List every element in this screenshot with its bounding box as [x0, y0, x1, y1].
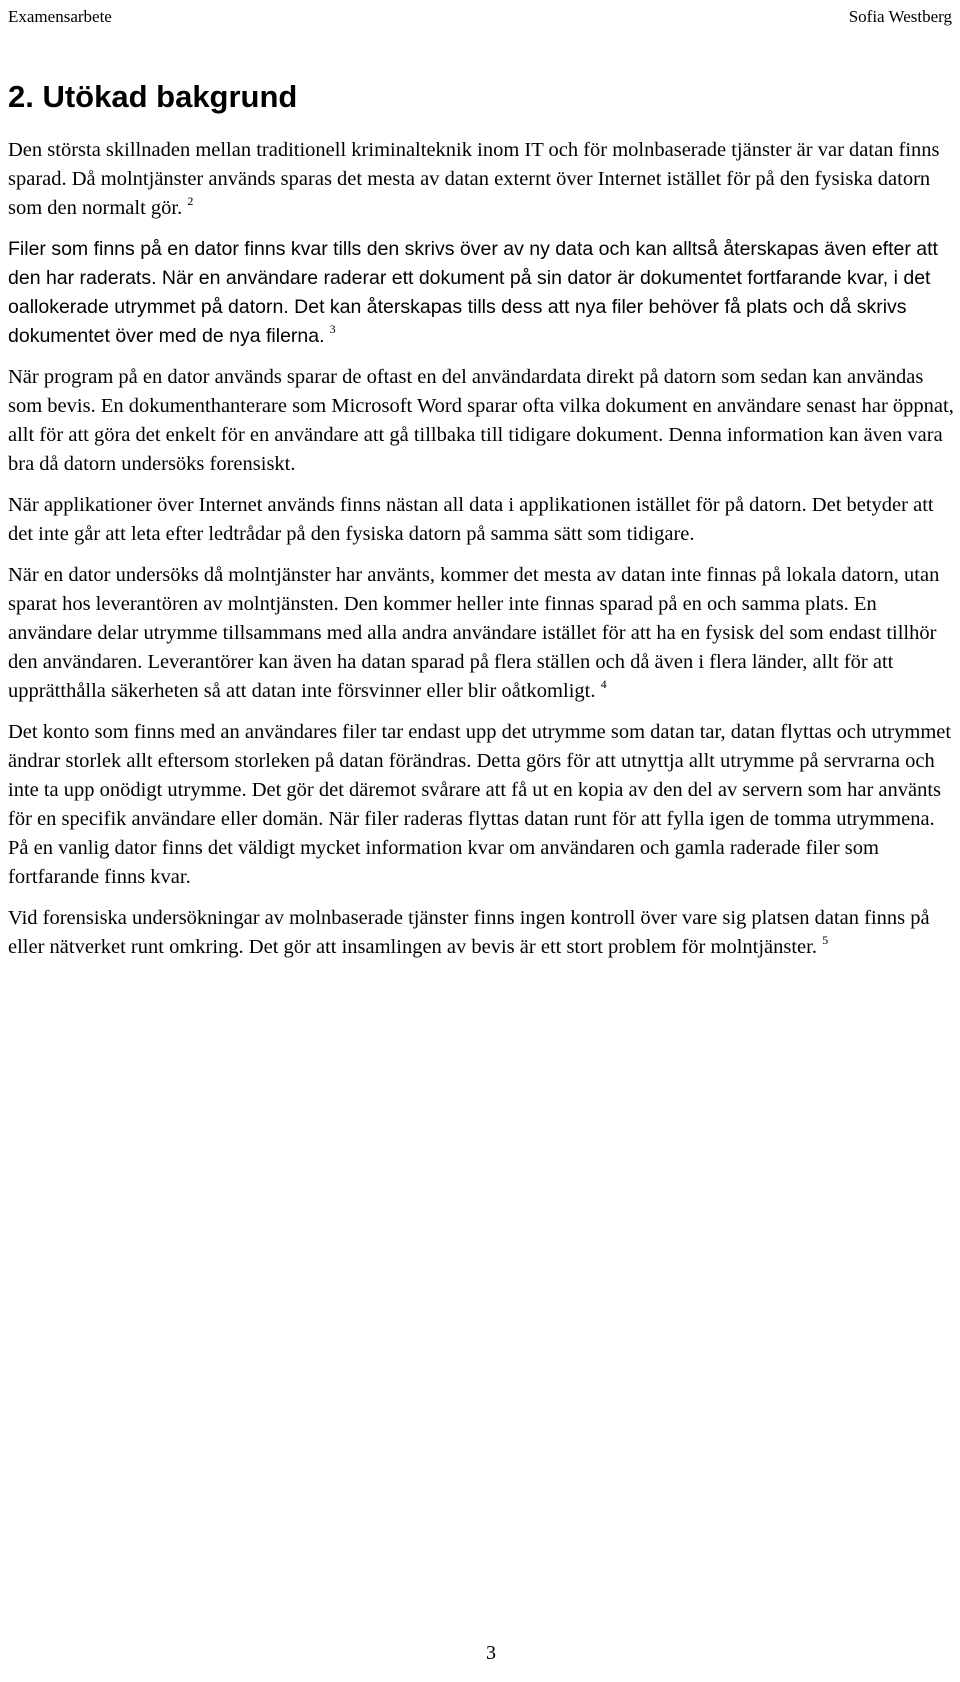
header-author: Sofia Westberg	[848, 7, 952, 26]
paragraph-1-text: Den största skillnaden mellan traditionell kriminalteknik inom IT och för molnbaserade tjänster är var datan finns sparad. Då molntjänster används sparas det mesta av datan externt över Internet istället för på den fysiska datorn som den normalt gör.	[8, 139, 940, 219]
paragraph-6: Det konto som finns med an användares filer tar endast upp det utrymme som datan tar, datan flyttas och utrymmet ändrar storlek allt eftersom storleken på datan förändras. Detta görs för att utnyttja allt utrymme på servrarna och inte ta upp onödigt utrymme. Det gör det däremot svårare att få ut en kopia av den del av servern som har använts för en specifik användare eller domän. När filer raderas flyttas datan runt för att fylla igen de tomma utrymmena. På en vanlig dator finns det väldigt mycket information kvar om användaren och gamla raderade filer som fortfarande finns kvar.	[8, 721, 952, 888]
paragraph-5-text: När en dator undersöks då molntjänster har använts, kommer det mesta av datan inte finnas på lokala datorn, utan sparat hos leverantören av molntjänsten. Den kommer heller inte finnas sparad på en och samma plats. En användare delar utrymme tillsammans med alla andra användare istället för att ha en fysisk del som endast tillhör den användaren. Leverantörer kan även ha datan sparad på flera ställen och då även i flera länder, allt för att upprätthålla säkerheten så att datan inte försvinner eller blir oåtkomligt.	[8, 564, 940, 702]
page-number: 3	[486, 1642, 496, 1664]
paragraph-2-lead: Filer som finns på en dator finns kvar tills den skrivs över av ny data och kan alltså återskapas även efter att den har raderats.	[8, 238, 938, 289]
header-document-type: Examensarbete	[8, 7, 112, 26]
paragraph-2	[8, 235, 954, 351]
paragraph-7-text: Vid forensiska undersökningar av molnbaserade tjänster finns ingen kontroll över vare sig platsen datan finns på eller nätverket runt omkring. Det gör att insamlingen av bevis är ett stort problem för molntjänster.	[8, 907, 930, 958]
footnote-ref-3: 3	[329, 322, 336, 336]
footnote-ref-5: 5	[822, 933, 829, 947]
paragraph-7	[8, 904, 954, 962]
footnote-ref-2: 2	[187, 194, 194, 208]
paragraph-2-text: När en användare raderar ett dokument på sin dator är dokumentet fortfarande kvar, i det oallokerade utrymmet på datorn. Det kan återskapas tills dess att nya filer behöver få plats och då skrivs dokumentet över med de nya filerna.	[8, 267, 931, 347]
paragraph-1	[8, 136, 954, 223]
paragraph-3: När program på en dator används sparar de oftast en del användardata direkt på datorn som sedan kan användas som bevis. En dokumenthanterare som Microsoft Word sparar ofta vilka dokument en användare senast har öppnat, allt för att göra det enkelt för en användare att gå tillbaka till tidigare dokument. Denna information kan även vara bra då datorn undersöks forensiskt.	[8, 366, 954, 475]
page-content	[8, 78, 954, 974]
section-heading: 2. Utökad bakgrund	[8, 79, 298, 114]
paragraph-4: När applikationer över Internet används finns nästan all data i applikationen istället för på datorn. Det betyder att det inte går att leta efter ledtrådar på den fysiska datorn på samma sätt som tidigare.	[8, 494, 934, 545]
paragraph-5	[8, 561, 954, 706]
footnote-ref-4: 4	[600, 677, 607, 691]
